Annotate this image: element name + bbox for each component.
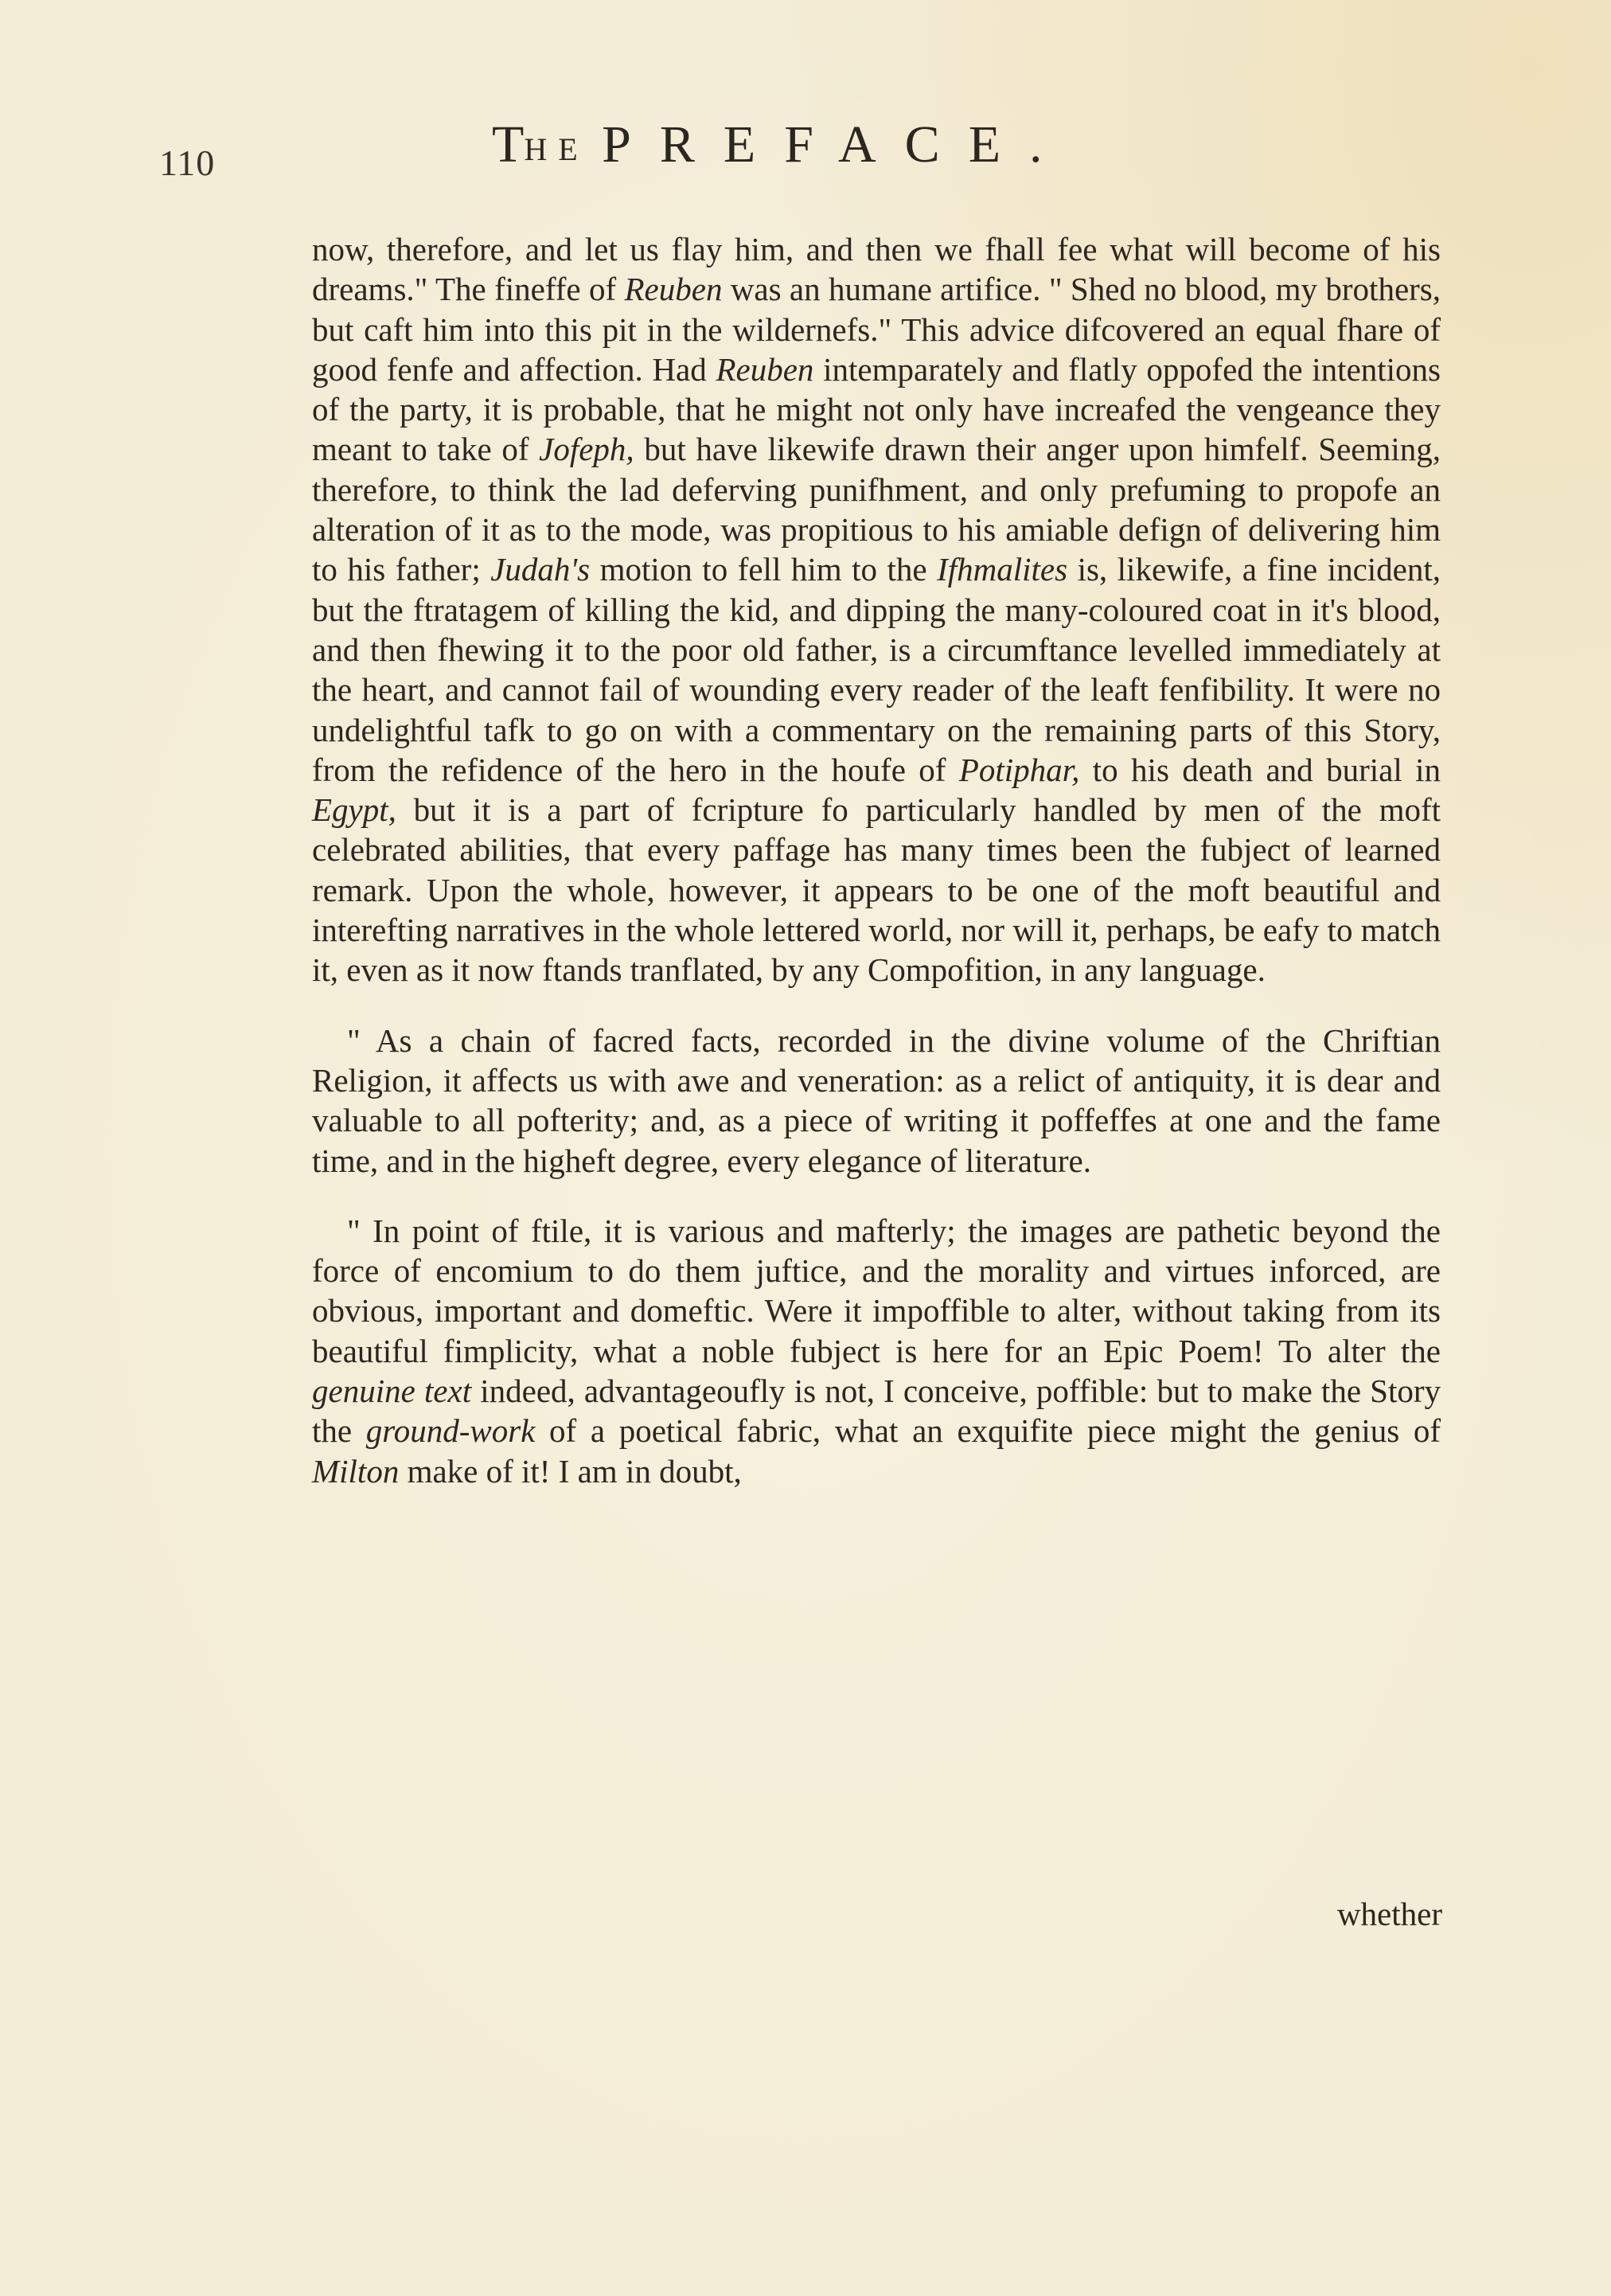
page-number: 110 bbox=[159, 143, 216, 183]
italic-name: Milton bbox=[312, 1452, 400, 1490]
italic-name: Reuben bbox=[624, 271, 723, 308]
italic-name: Ifhmalites bbox=[937, 551, 1068, 588]
text-run: is, likewife, a fine incident, but the ftratagem of killing the kid, and dipping the many-coloured coat in it's blood, and then fhewing it to the poor old father, is a circumftance levelled immediately at the heart, and cannot fail of wounding every reader of the leaft fenfibility. It were no undelightful tafk to go on with a commentary on the remaining parts of this Story, from the refidence of the hero in the houfe of bbox=[312, 551, 1441, 788]
paragraph-3 bbox=[312, 1211, 1441, 1491]
italic-name: Egypt, bbox=[312, 791, 396, 829]
text-run: intemparately and flatly oppofed the intentions of the party, it is probable, that he might not only have increafed the vengeance they meant to take of bbox=[312, 350, 1441, 468]
text-run: but have likewife drawn their anger upon himfelf. Seeming, therefore, to think the lad deferving punifhment, and only prefuming to propofe an alteration of it as to the mode, was propitious to his amiable defign of delivering him to his father; bbox=[312, 431, 1441, 588]
text-run: " In point of ftile, it is various and mafterly; the images are pathetic beyond the force of encomium to do them juftice, and the morality and virtues inforced, are obvious, important and domeftic. Were it impoffible to alter, without taking from its beautiful fimplicity, what a noble fubject is here for an Epic Poem! To alter the bbox=[312, 1212, 1441, 1369]
text-run: was an humane artifice. " Shed no blood, my brothers, but caft him into this pit in the wildernefs." This advice difcovered an equal fhare of good fenfe and affection. Had bbox=[312, 271, 1441, 388]
italic-name: Potiphar, bbox=[958, 751, 1080, 788]
text-run: now, therefore, and let us flay him, and then we fhall fee what will become of his dreams." The fineffe of bbox=[312, 231, 1441, 308]
italic-phrase: ground-work bbox=[365, 1412, 536, 1450]
italic-phrase: genuine text bbox=[312, 1373, 472, 1410]
paragraph-2 bbox=[312, 1021, 1441, 1181]
italic-name: Judah's bbox=[490, 551, 591, 588]
running-head-first-letter: T bbox=[492, 115, 525, 174]
text-run: " As a chain of facred facts, recorded in the divine volume of the Chriftian Religion, it affects us with awe and veneration: as a relict of antiquity, it is dear and valuable to all pofterity; and, as a piece of writing it poffeffes at one and the fame time, and in the higheft degree, every elegance of literature. bbox=[312, 1021, 1441, 1179]
italic-name: Reuben bbox=[716, 350, 814, 388]
paragraph-1 bbox=[312, 229, 1441, 990]
text-run: indeed, advantageoufly is not, I conceive, poffible: but to make the Story the bbox=[312, 1373, 1441, 1450]
italic-name: Jofeph, bbox=[539, 431, 634, 468]
text-run: make of it! I am in doubt, bbox=[399, 1452, 742, 1490]
body-text bbox=[312, 229, 1441, 1491]
text-run: but it is a part of fcripture fo particularly handled by men of the moft celebrated abilities, that every paffage has many times been the fubject of learned remark. Upon the whole, however, it appears to be one of the moft beautiful and interefting narratives in the whole lettered world, nor will it, perhaps, be eafy to match it, even as it now ftands tranflated, by any Compofition, in any language. bbox=[312, 791, 1441, 989]
running-head-small-caps: HE bbox=[524, 131, 589, 167]
running-head-main: PREFACE. bbox=[602, 115, 1071, 174]
text-run: to his death and burial in bbox=[1079, 751, 1441, 788]
text-run: motion to fell him to the bbox=[590, 551, 938, 588]
running-head bbox=[492, 115, 1071, 175]
text-run: of a poetical fabric, what an exquifite piece might the genius of bbox=[535, 1412, 1441, 1450]
catchword: whether bbox=[1336, 1896, 1442, 1932]
